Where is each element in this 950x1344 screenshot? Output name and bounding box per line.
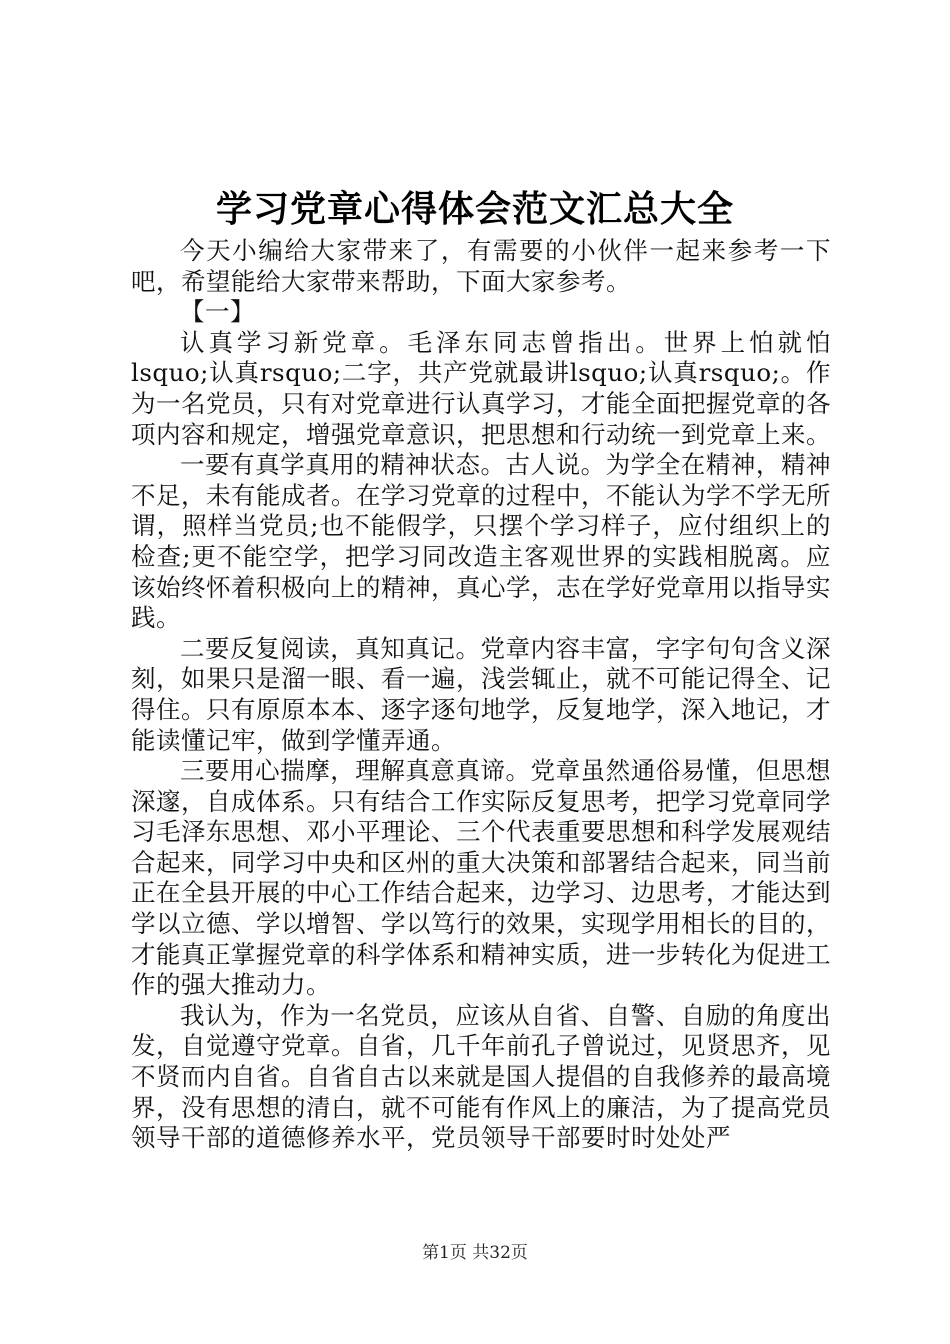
- body-paragraph: 认真学习新党章。毛泽东同志曾指出。世界上怕就怕lsquo;认真rsquo;二字，共产党就最讲lsquo;认真rsquo;。作为一名党员，只有对党章进行认真学习，才能全面把握党章的各项内容和规定，增强党章意识，把思想和行动统一到党章上来。: [131, 327, 831, 449]
- intro-paragraph: 今天小编给大家带来了，有需要的小伙伴一起来参考一下吧，希望能给大家带来帮助，下面大家参考。: [131, 236, 831, 296]
- document-body: [131, 236, 831, 1154]
- section-heading: 【一】: [180, 297, 255, 327]
- document-title: 学习党章心得体会范文汇总大全: [215, 188, 734, 230]
- body-paragraph: 一要有真学真用的精神状态。古人说。为学全在精神，精神不足，未有能成者。在学习党章的过程中，不能认为学不学无所谓，照样当党员;也不能假学，只摆个学习样子，应付组织上的检查;更不能空学，把学习同改造主客观世界的实践相脱离。应该始终怀着积极向上的精神，真心学，志在学好党章用以指导实践。: [131, 450, 831, 633]
- page-number: 第1页 共32页: [422, 1243, 528, 1263]
- body-paragraph: 二要反复阅读，真知真记。党章内容丰富，字字句句含义深刻，如果只是溜一眼、看一遍，浅尝辄止，就不可能记得全、记得住。只有原原本本、逐字逐句地学，反复地学，深入地记，才能读懂记牢，做到学懂弄通。: [131, 633, 831, 755]
- body-paragraph: 我认为，作为一名党员，应该从自省、自警、自励的角度出发，自觉遵守党章。自省，几千年前孔子曾说过，见贤思齐，见不贤而内自省。自省自古以来就是国人提倡的自我修养的最高境界，没有思想的清白，就不可能有作风上的廉洁，为了提高党员领导干部的道德修养水平，党员领导干部要时时处处严: [131, 1000, 831, 1153]
- body-paragraph: 三要用心揣摩，理解真意真谛。党章虽然通俗易懂，但思想深邃，自成体系。只有结合工作实际反复思考，把学习党章同学习毛泽东思想、邓小平理论、三个代表重要思想和科学发展观结合起来，同学习中央和区州的重大决策和部署结合起来，同当前正在全县开展的中心工作结合起来，边学习、边思考，才能达到学以立德、学以增智、学以笃行的效果，实现学用相长的目的，才能真正掌握党章的科学体系和精神实质，进一步转化为促进工作的强大推动力。: [131, 756, 831, 1000]
